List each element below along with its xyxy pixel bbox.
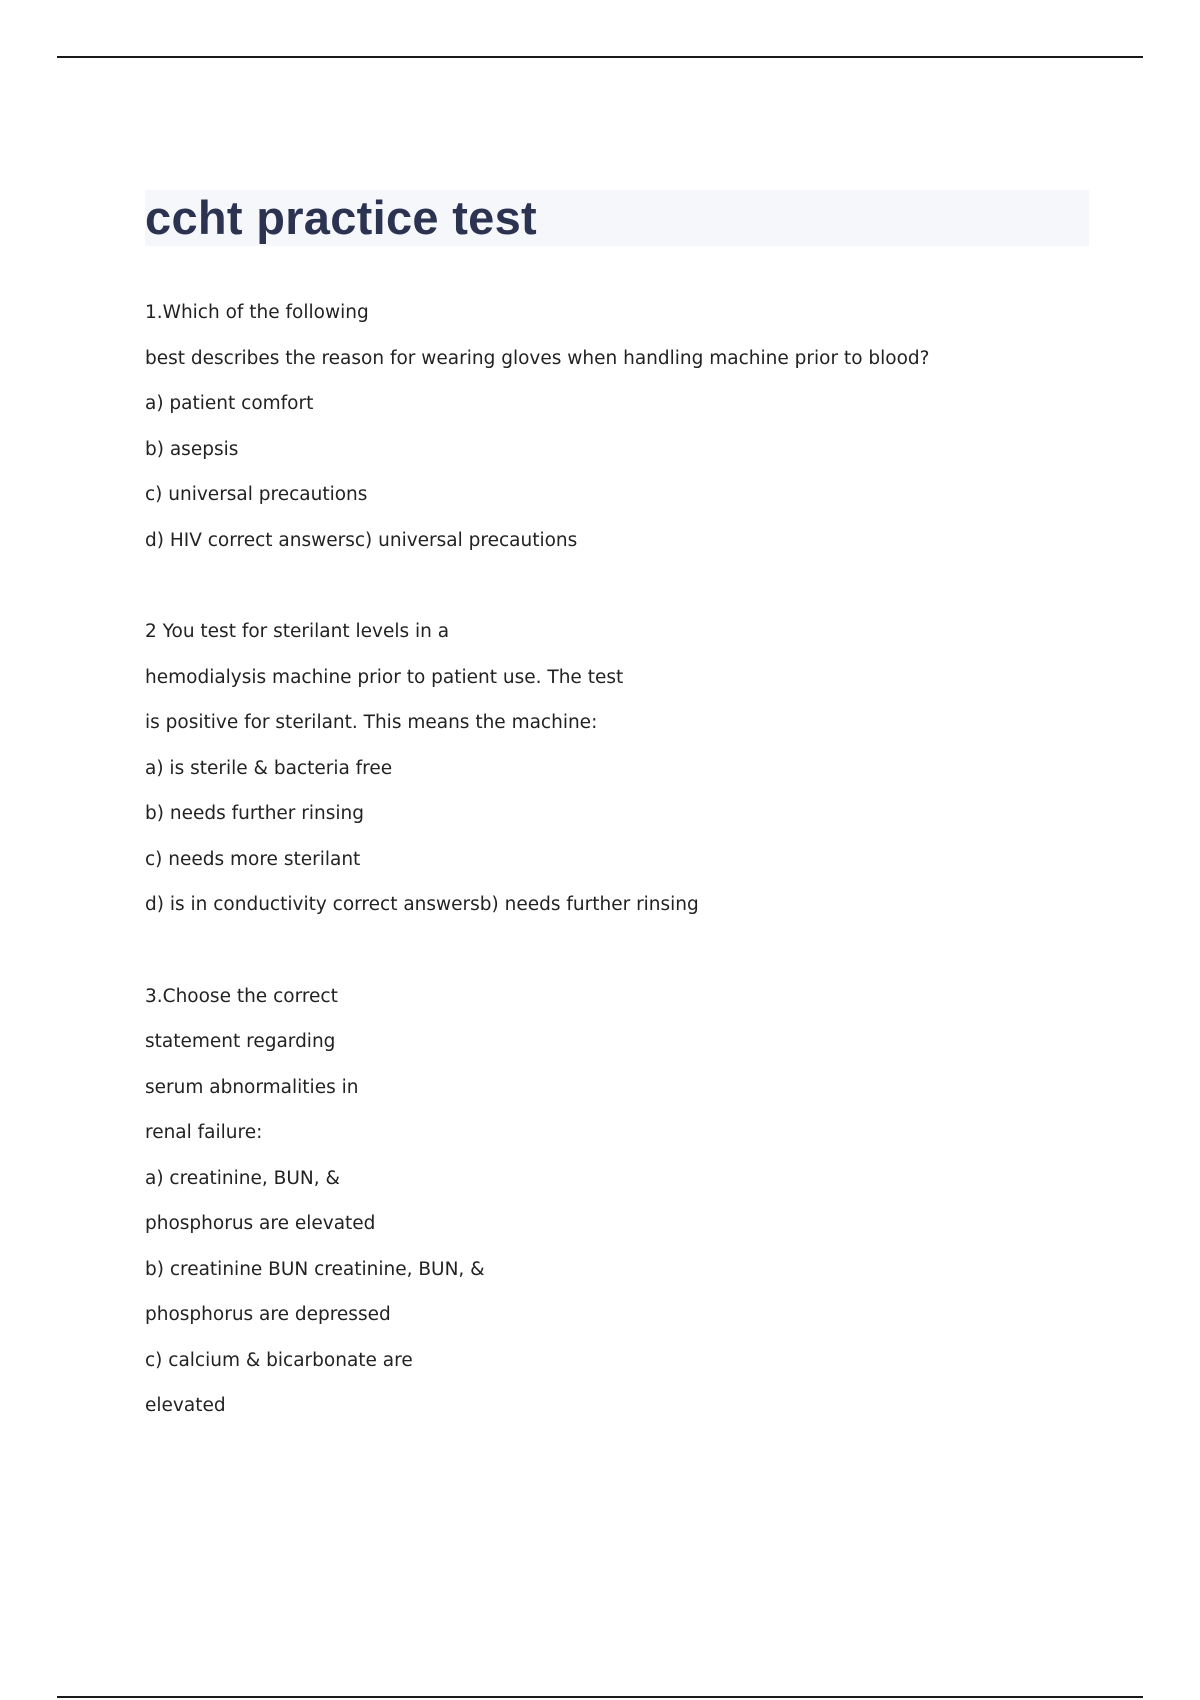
question-3-option-b: phosphorus are depressed [145, 1304, 391, 1325]
question-1-stem: best describes the reason for wearing gloves when handling machine prior to blood? [145, 347, 930, 369]
question-1-option-b: b) asepsis [145, 438, 239, 460]
question-3-stem: statement regarding [145, 1031, 336, 1052]
question-2-option-d-answer: d) is in conductivity correct answersb) needs further rinsing [145, 894, 699, 915]
question-3-stem: serum abnormalities in [145, 1076, 359, 1098]
page-title: ccht practice test [145, 191, 538, 244]
question-3-stem: 3.Choose the correct [145, 985, 338, 1007]
question-2-option-b: b) needs further rinsing [145, 803, 365, 824]
question-2-option-a: a) is sterile & bacteria free [145, 757, 393, 779]
question-2-option-c: c) needs more sterilant [145, 848, 361, 870]
question-2-stem: hemodialysis machine prior to patient use. The test [145, 666, 624, 688]
question-1-option-d-answer: d) HIV correct answersc) universal precautions [145, 529, 578, 551]
question-2 [145, 609, 1085, 928]
question-3 [145, 974, 1085, 1429]
question-3-option-c: c) calcium & bicarbonate are [145, 1349, 413, 1371]
top-rule [57, 56, 1143, 58]
question-list [145, 290, 1085, 1475]
question-1-option-a: a) patient comfort [145, 393, 314, 414]
question-3-option-a: phosphorus are elevated [145, 1213, 376, 1234]
question-2-stem: is positive for sterilant. This means the machine: [145, 712, 598, 733]
bottom-rule [57, 1696, 1143, 1698]
question-1 [145, 290, 1085, 563]
question-3-option-c: elevated [145, 1395, 226, 1416]
question-1-option-c: c) universal precautions [145, 484, 368, 505]
question-2-stem: 2 You test for sterilant levels in a [145, 621, 450, 642]
question-3-option-a: a) creatinine, BUN, & [145, 1167, 340, 1189]
question-1-stem: 1.Which of the following [145, 302, 369, 323]
question-3-stem: renal failure: [145, 1122, 263, 1143]
question-3-option-b: b) creatinine BUN creatinine, BUN, & [145, 1258, 485, 1280]
